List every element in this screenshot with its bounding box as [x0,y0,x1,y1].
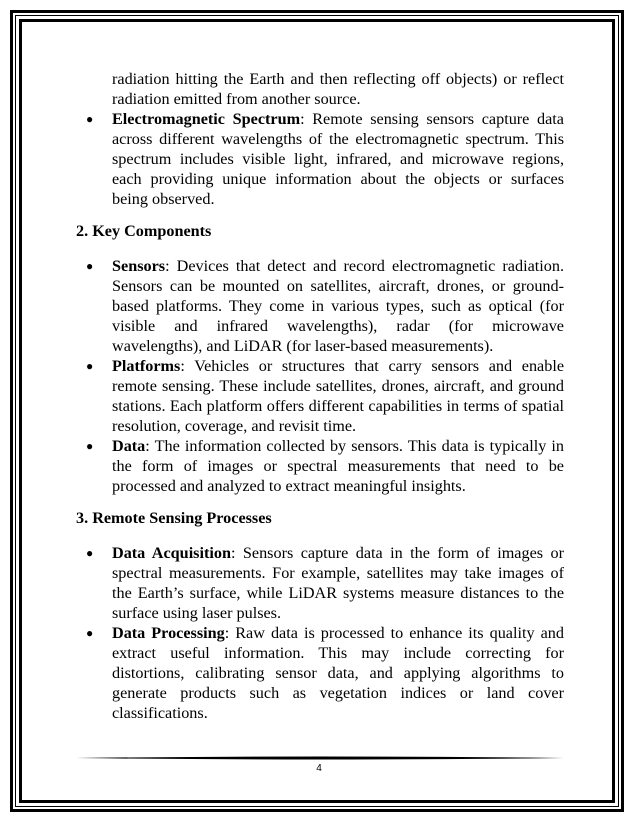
item-text: : Sensors capture data in the form of images or spectral measurements. For example, satellites may take images of the Earth’s surface, while LiDAR systems measure distances to the surface using laser pulses. [112,544,564,622]
list-item [76,436,564,496]
item-text: : Devices that detect and record electromagnetic radiation. Sensors can be mounted on satellites, aircraft, drones, or ground-based platforms. They come in various types, such as optical (for visible and infrared wavelengths), radar (for microwave wavelengths), and LiDAR (for laser-based measurements). [112,257,564,355]
section-heading: 3. Remote Sensing Processes [76,509,272,527]
section-heading: 2. Key Components [76,222,212,240]
key-components-list [76,256,564,496]
item-term: Platforms [112,357,181,375]
item-text: : Vehicles or structures that carry sensors and enable remote sensing. These include satellites, drones, aircraft, and ground stations. Each platform offers different capabilities in terms of spatial resolution, coverage, and revisit time. [112,357,564,435]
list-item [76,256,564,356]
list-item [76,109,564,209]
bullet-icon: ● [86,546,94,560]
item-text: : Remote sensing sensors capture data across different wavelengths of the electromagnetic spectrum. This spectrum includes visible light, infrared, and microwave regions, each providing unique information about the objects or surfaces being observed. [112,110,564,208]
list-item [76,356,564,436]
item-term: Data Acquisition [112,544,231,562]
bullet-icon: ● [86,359,94,373]
page-number: 4 [316,763,322,774]
item-term: Electromagnetic Spectrum [112,110,301,128]
item-text: : The information collected by sensors. This data is typically in the form of images or spectral measurements that need to be processed and analyzed to extract meaningful insights. [112,437,564,495]
bullet-icon: ● [86,259,94,273]
intro-list [76,109,564,209]
bullet-icon: ● [86,439,94,453]
item-text: : Raw data is processed to enhance its quality and extract useful information. This may include correcting for distortions, calibrating sensor data, and applying algorithms to generate products such as vegetation indices or land cover classifications. [112,624,564,722]
list-item [76,623,564,723]
processes-list [76,543,564,723]
bullet-icon: ● [86,112,94,126]
footer-rule [76,756,564,760]
continuation-text: radiation hitting the Earth and then reflecting off objects) or reflect radiation emitted from another source. [112,70,564,108]
item-term: Data Processing [112,624,225,642]
page-content [76,69,564,723]
item-term: Sensors [112,257,166,275]
item-term: Data [112,437,146,455]
list-item [76,543,564,623]
bullet-icon: ● [86,626,94,640]
